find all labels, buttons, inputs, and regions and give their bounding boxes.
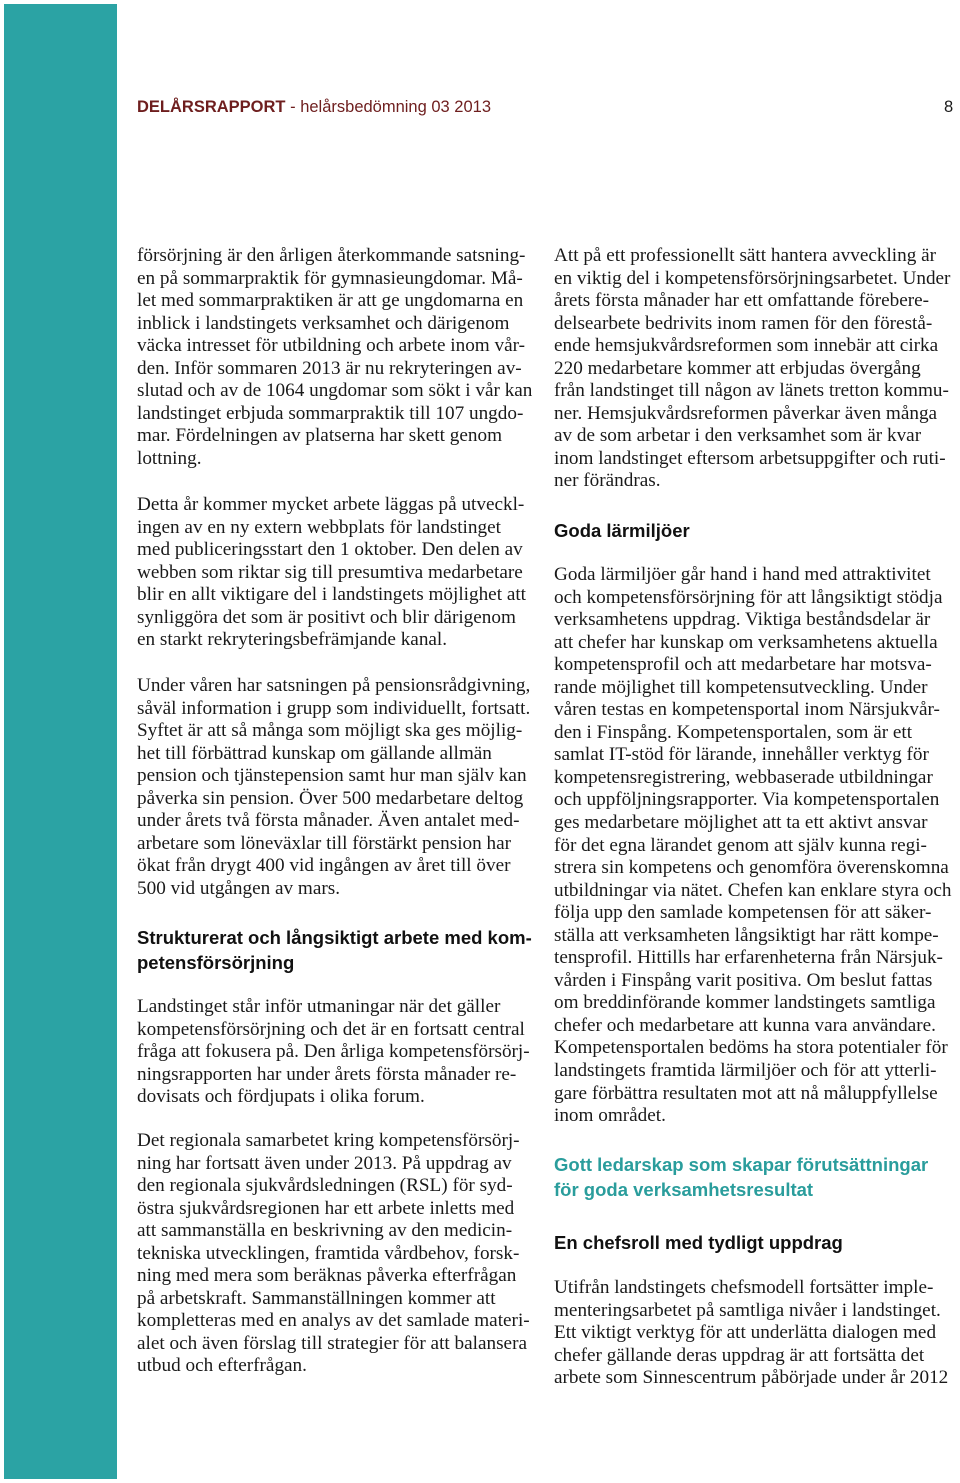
body-paragraph-chefsmodell: Utifrån landstingets chefsmodell fortsätter imple- menteringsarbetet på samtliga nivåer i landstinget. Ett viktigt verktyg för att underlätta dialogen med chefer gällande deras uppdrag är att fortsätta det arbete som Sinnescentrum påbörjade under år 2012 bbox=[554, 1277, 949, 1389]
body-paragraph-pensionsradgivning: Under våren har satsningen på pensionsrådgivning, såväl information i grupp som individuellt, fortsatt. Syftet är att så många som möjligt ska ges möjlig- het till förbättrad kunskap om gällande allmän pension och tjänstepension samt hur man själv kan påverka sin pension. Över 500 medarbetare deltog under årets två första månader. Även antalet med- arbetare som löneväxlar till förstärkt pension har ökat från drygt 400 vid ingången av året till över 500 vid utgången av mars. bbox=[137, 675, 531, 899]
section-heading-kompetensforsorjning: Strukturerat och långsiktigt arbete med kom- petensförsörjning bbox=[137, 926, 532, 973]
header-report-title: DELÅRSRAPPORT bbox=[137, 98, 286, 116]
body-paragraph-kompetensportal: Goda lärmiljöer går hand i hand med attraktivitet och kompetensförsörjning för att långsiktigt stödja verksamhetens uppdrag. Viktiga beståndsdelar är att chefer har kunskap om verksamhetens aktuella kompetensprofil och att medarbetare har motsva- rande möjlighet till kompetensutveckling. Under våren testas en kompetensportal inom Närsjukvår- den i Finspång. Kompetensportalen, som är ett samlat IT-stöd för lärande, innehåller verktyg för kompetensregistrering, webbaserade utbildningar och uppföljningsrapporter. Via kompetensportalen ges medarbetare möjlighet att ta ett aktivt ansvar för det egna lärandet genom att själv kunna regi- strera sin kompetens och genomföra överenskomna utbildningar via nätet. Chefen kan enklare styra och följa upp den samlade kompetensen för att säker- ställa att verksamheten långsiktigt har rätt kompe- tensprofil. Hittills har erfarenheterna från Närsjuk- vården i Finspång varit positiva. Om beslut fattas om breddinförande kommer landstingets samtliga chefer och medarbetare att kunna vara användare. Kompetensportalen bedöms ha stora potentialer för landstingets framtida lärmiljöer och för att ytterli- gare förbättra resultaten mot att nå måluppfyllelse inom området. bbox=[554, 564, 952, 1127]
body-paragraph-webbplats: Detta år kommer mycket arbete läggas på utveckl- ingen av en ny extern webbplats för landstinget med publiceringsstart den 1 oktober. Den delen av webben som riktar sig till presumtiva medarbetare blir en allt viktigare del i landstingets möjlighet att synliggöra det som är positivt och blir därigenom en starkt rekryteringsbefrämjande kanal. bbox=[137, 494, 526, 651]
sidebar-color-stripe bbox=[4, 4, 117, 1479]
header-report-subtitle: - helårsbedömning 03 2013 bbox=[290, 98, 492, 116]
body-paragraph-avveckling: Att på ett professionellt sätt hantera avveckling är en viktig del i kompetensförsörjningsarbetet. Under årets första månader har ett omfattande förebere- delsearbete bedrivits inom ramen för den förestå- ende hemsjukvårdsreformen som innebär att cirka 220 medarbetare kommer att erbjudas övergång från landstinget till någon av länets tretton kommu- ner. Hemsjukvårdsreformen påverkar även många av de som arbetar i den verksamhet som är kvar inom landstinget eftersom arbetsuppgifter och ruti- ner förändras. bbox=[554, 245, 951, 492]
subheading-chefsroll: En chefsroll med tydligt uppdrag bbox=[554, 1231, 843, 1253]
page-number: 8 bbox=[944, 98, 954, 116]
section-heading-goda-larmiljoer: Goda lärmiljöer bbox=[554, 519, 690, 541]
left-column bbox=[137, 0, 537, 1483]
right-column bbox=[554, 0, 958, 1483]
body-paragraph-regionalt-samarbete: Det regionala samarbetet kring kompetensförsörj- ning har fortsatt även under 2013. På uppdrag av den regionala sjukvårdsledningen (RSL) för syd- östra sjukvårdsregionen har ett arbete inletts med att sammanställa en beskrivning av den medicin- tekniska utvecklingen, framtida vårdbehov, forsk- ning med mera som beräknas påverka efterfrågan på arbetskraft. Sammanställningen kommer att kompletteras med en analys av det samlade materi- alet och även förslag till strategier för att balansera utbud och efterfrågan. bbox=[137, 1130, 530, 1377]
body-paragraph-utmaningar: Landstinget står inför utmaningar när det gäller kompetensförsörjning och det är en fortsatt central fråga att fokusera på. Den årliga kompetensförsörj- ningsrapporten har under årets första månader re- dovisats och fördjupats i olika forum. bbox=[137, 996, 530, 1108]
section-heading-gott-ledarskap: Gott ledarskap som skapar förutsättningar för goda verksamhetsresultat bbox=[554, 1153, 929, 1200]
body-paragraph-sommarpraktik: försörjning är den årligen återkommande satsning- en på sommarpraktik för gymnasieungdomar. Må- let med sommarpraktiken är att ge ungdomarna en inblick i landstingets verksamhet och därigenom väcka intresset för utbildning och arbete inom vår- den. Inför sommaren 2013 är nu rekryteringen av- slutad och av de 1064 ungdomar som sökt i vår kan landstinget erbjuda sommarpraktik till 107 ungdo- mar. Fördelningen av platserna har skett genom lottning. bbox=[137, 245, 533, 469]
